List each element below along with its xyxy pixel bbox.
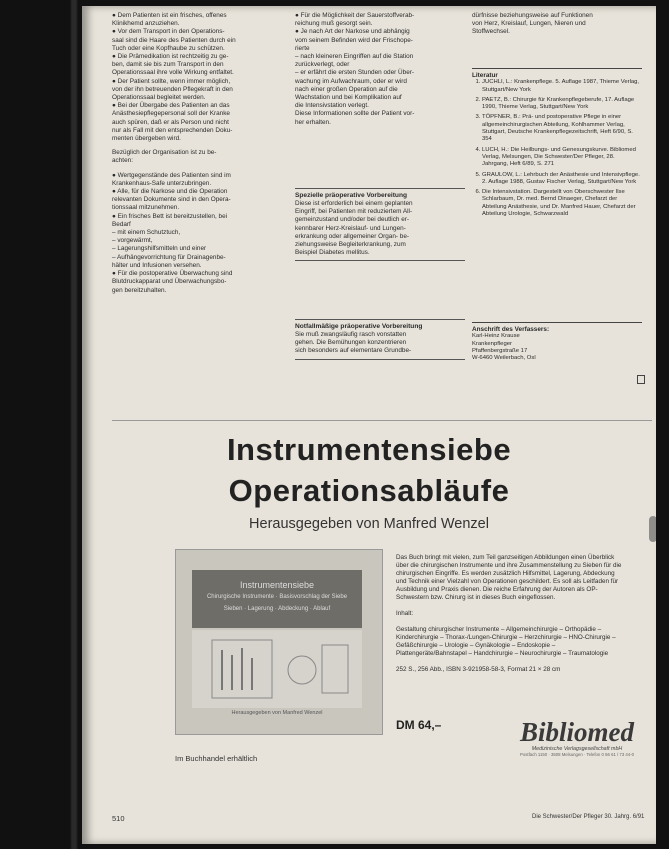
section-heading-emergency: Notfallmäßige präoperative Vorbereitung [295,323,423,330]
text-line: tionssaal mitzunehmen. [112,204,180,212]
text-line: ● Dem Patienten ist ein frisches, offenes [112,12,227,19]
end-marker [637,375,645,384]
article-column-1 [112,12,282,295]
text-line: gehen. Die Bemühungen konzentrieren [295,339,407,347]
section-heading-preop: Spezielle präoperative Vorbereitung [295,192,408,199]
text-line: zurückverlegt, oder [295,61,350,69]
text-line: Krankenhaus-Safe unterzubringen. [112,179,212,187]
text-line: Operationssaal begleitet werden. [112,94,206,102]
publisher-logo-address: Postfach 1150 · 3508 Melsungen · Telefon 0 56 61 / 73 44-0 [519,752,635,757]
text-line: kennbarer Herz-Kreislauf- und Lungen- [295,224,406,232]
text-line: vom seinem Befinden wird der Frischope- [295,36,413,44]
literature-item: 1. JUCHLI, L.: Krankenpflege. 5. Auflage 1987, Thieme Verlag, Stuttgart/New York [482,79,642,94]
publisher-logo-word: Bibliomed [520,717,634,747]
text-line: Operationssaal ihre volle Wirkung entfaltet. [112,69,234,77]
text-line: – er erfährt die ersten Stunden oder Über- [295,69,415,77]
ad-description-paragraph: 252 S., 256 Abb., ISBN 3-921958-58-3, Format 21 × 28 cm [396,666,561,673]
text-line: her erhalten. [295,118,331,126]
literature-title: Literatur [472,72,498,79]
book-cover-footer: Herausgegeben von Manfred Wenzel [231,710,323,716]
text-line: saal sind die Haare des Patienten durch ein [112,36,236,44]
text-line: ● Je nach Art der Narkose und abhängig [295,28,410,36]
text-line: die Intensivstation verlegt. [295,102,369,110]
text-line: W-6460 Weilerbach, Osl [472,355,536,362]
section-text-preop [295,200,465,257]
literature-list [472,79,642,218]
text-line: von der ihn betreuenden Pflegekraft in den [112,85,233,93]
text-line: ● Vor dem Transport in den Operations- [112,28,225,36]
text-line: wachung im Aufwachraum, oder er wird [295,77,407,85]
text-line: ● Die Prämedikation ist rechtzeitig zu ge- [112,53,229,61]
text-line: ● Alle, für die Narkose und die Operation [112,188,228,196]
book-cover-title: Instrumentensiebe [239,580,315,590]
text-line: – Aufhängevorrichtung für Drainagenbe- [112,253,226,261]
book-cover-subtitle: Chirurgische Instrumente · Basisvorschlag der Siebe [206,594,348,600]
literature-divider [472,68,642,69]
text-line: nur als Fall mit den entsprechenden Doku- [112,126,233,134]
text-line: ● Für die postoperative Überwachung sind [112,270,233,278]
text-line: erkrankung oder allgemeiner Organ- be- [295,232,410,240]
literature-item: 2. PAETZ, B.: Chirurgie für Krankenpflegeberufe, 17. Auflage 1990, Thieme Verlag, Stuttgart/New York [482,97,642,112]
text-line: achten: [112,157,133,165]
article-column-3 [472,12,642,37]
ad-price: DM 64,– [396,718,442,732]
text-line: Sie muß zwangsläufig rasch vonstatten [295,331,407,338]
author-address [472,326,642,362]
literature-item: 4. LUCH, H.: Die Heilbungs- und Genesungskurve. Bibliomed Verlag, Melsungen, Die Schwester/Der Pfleger, 28. Jahrgang, Heft 6/89, S. 271 [482,147,642,169]
text-line: dürfnisse beziehungsweise auf Funktionen [472,12,593,19]
text-line: ● Ein frisches Bett ist bereitzustellen, bei [112,212,228,220]
text-line: ● Bei der Übergabe des Patienten an das [112,102,230,110]
text-line: Klinikhemd anzuziehen. [112,20,180,28]
text-line: ziehungsweise Begleiterkrankung, zum [295,241,406,249]
publisher-logo-subtitle: Medizinische Verlagsgesellschaft mbH [531,746,623,752]
instrument-illustration [192,630,362,708]
journal-footer: Die Schwester/Der Pfleger 30. Jahrg. 6/91 [532,814,645,820]
text-line: ● Wertgegenstände des Patienten sind im [112,171,231,179]
ad-description-paragraph: Das Buch bringt mit vielen, zum Teil ganzseitigen Abbildungen einen Überblick über die chirurgischen Instrumente und ihre Zusammenstellung zu Sieben für die chirurgischen Eingriffe. Es werden zusätzlich Hilfsmittel, Lagerung, Abdeckung und Technik einer Vielzahl von Operationen geschildert. Es soll als Leitfaden für Ausbildung und Praxis dienen. Die reiche Erfahrung der Autoren als OP-Schwestern bzw. Chirurg ist in dieses Buch eingeflossen. [396,554,622,601]
document-page [82,6,656,844]
text-line: Stoffwechsel. [472,28,510,36]
text-line: ben, damit sie bis zum Transport in den [112,61,224,69]
text-line: auch spüren, daß er als Person und nicht [112,118,229,126]
text-line: menten übergeben wird. [112,135,181,143]
text-line: Bezüglich der Organisation ist zu be- [112,149,217,157]
page-number: 510 [112,814,125,823]
text-line: – Lagerungshilfsmitteln und einer [112,245,207,253]
ad-description-paragraph: Gestaltung chirurgischer Instrumente – Allgemeinchirurgie – Orthopädie – Kinderchirurgie – Thorax-/Lungen-Chirurgie – Herzchirurgie – HNO-Chirurgie – Gefäßchirurgie – Urologie – Gynäkologie – Endoskopie – Plattengeräte/Bahnstapel – Handchirurgie – Neurochirurgie – Traumatologie [396,626,616,657]
literature-item: 3. TÖPFNER, B.: Prä- und postoperative Pflege in einer allgemeinchirurgischen Abteilung, Kohlhammer Verlag, Stuttgart, Deutsche Krankenpflegezeitschrift, Heft 6/90, S. 354 [482,114,642,143]
ad-availability: Im Buchhandel erhältlich [175,754,258,763]
text-line: Anästhesiepflegepersonal soll der Kranke [112,110,230,118]
ad-editor: Herausgegeben von Manfred Wenzel [249,516,489,532]
publisher-logo [512,718,642,758]
text-line: Diese ist erforderlich bei einem geplanten [295,200,413,207]
text-line: gemeinzustand und/oder bei deutlich er- [295,216,410,224]
text-line: nach einer großen Operation auf die [295,85,398,93]
text-line: Bedarf [112,220,131,228]
article-column-2 [295,12,465,127]
ad-description-paragraph: Inhalt: [396,610,414,617]
text-line: ● Der Patient sollte, wenn immer möglich, [112,77,231,85]
author-divider [472,322,642,323]
ad-title-line-2: Operationsabläufe [228,473,510,508]
ad-description [396,554,626,682]
text-line: Karl-Heinz Krause [472,333,520,340]
ad-title-line-1: Instrumentensiebe [226,432,512,467]
literature-item: 6. Die Intensivstation. Dargestellt von Oberschwester Ilse Schlarbaum, Dr. med. Bernd Dinaeger, Chefarzt der Abteilung Anästhesie, und Dr. Manfred Hauer, Chefarzt der Abteilung Urologie, Schwarzwald [482,189,642,218]
text-line: reichung muß gesorgt sein. [295,20,373,28]
text-line: Beispiel Diabetes mellitus. [295,249,370,257]
literature-item: 5. GRAULOW, L.: Lehrbuch der Anästhesie und Intensivpflege. 2. Auflage 1988, Gustav Fischer Verlag, Stuttgart/New York [482,172,642,187]
scan-smudge [649,516,656,542]
text-line: Pfaffenbergstraße 17 [472,347,528,354]
text-line: – nach kleineren Eingriffen auf die Station [295,53,414,61]
book-cover-header [192,570,362,628]
text-line: Diese Informationen sollte der Patient vor- [295,110,415,118]
text-line: Krankenpfleger [472,340,512,347]
author-lines [472,333,642,362]
text-line: sich besonders auf elementare Grundbe- [295,347,412,355]
text-line: ● Für die Möglichkeit der Sauerstoffverab- [295,12,415,19]
text-line: hälter und Infusionen versehen. [112,261,202,269]
text-line: Tuch oder eine Kopfhaube zu schützen. [112,44,225,52]
text-line: rierte [295,44,310,52]
text-line: – mit einem Schutztuch, [112,229,181,237]
text-line: Blutdruckapparat und Überwachungsbo- [112,278,227,286]
section-box-preop [295,188,465,261]
section-text-emergency [295,331,465,356]
text-line: Wachstation und bei Komplikation auf [295,94,402,102]
text-line: von Herz, Kreislauf, Lungen, Nieren und [472,20,586,28]
book-cover-image [175,549,383,735]
book-cover-illustration [192,630,362,708]
text-line: relevanten Dokumente sind in den Opera- [112,196,231,204]
text-line: Eingriff, bei Patienten mit reduziertem All- [295,208,413,216]
author-title: Anschrift des Verfassers: [472,326,550,333]
book-cover-line3: Sieben · Lagerung · Abdeckung · Ablauf [223,606,331,612]
literature-section [472,72,642,221]
text-line: – vorgewärmt, [112,237,153,245]
ad-top-rule [112,420,652,421]
text-line: gen bereitzuhalten. [112,286,167,294]
section-box-emergency [295,319,465,360]
